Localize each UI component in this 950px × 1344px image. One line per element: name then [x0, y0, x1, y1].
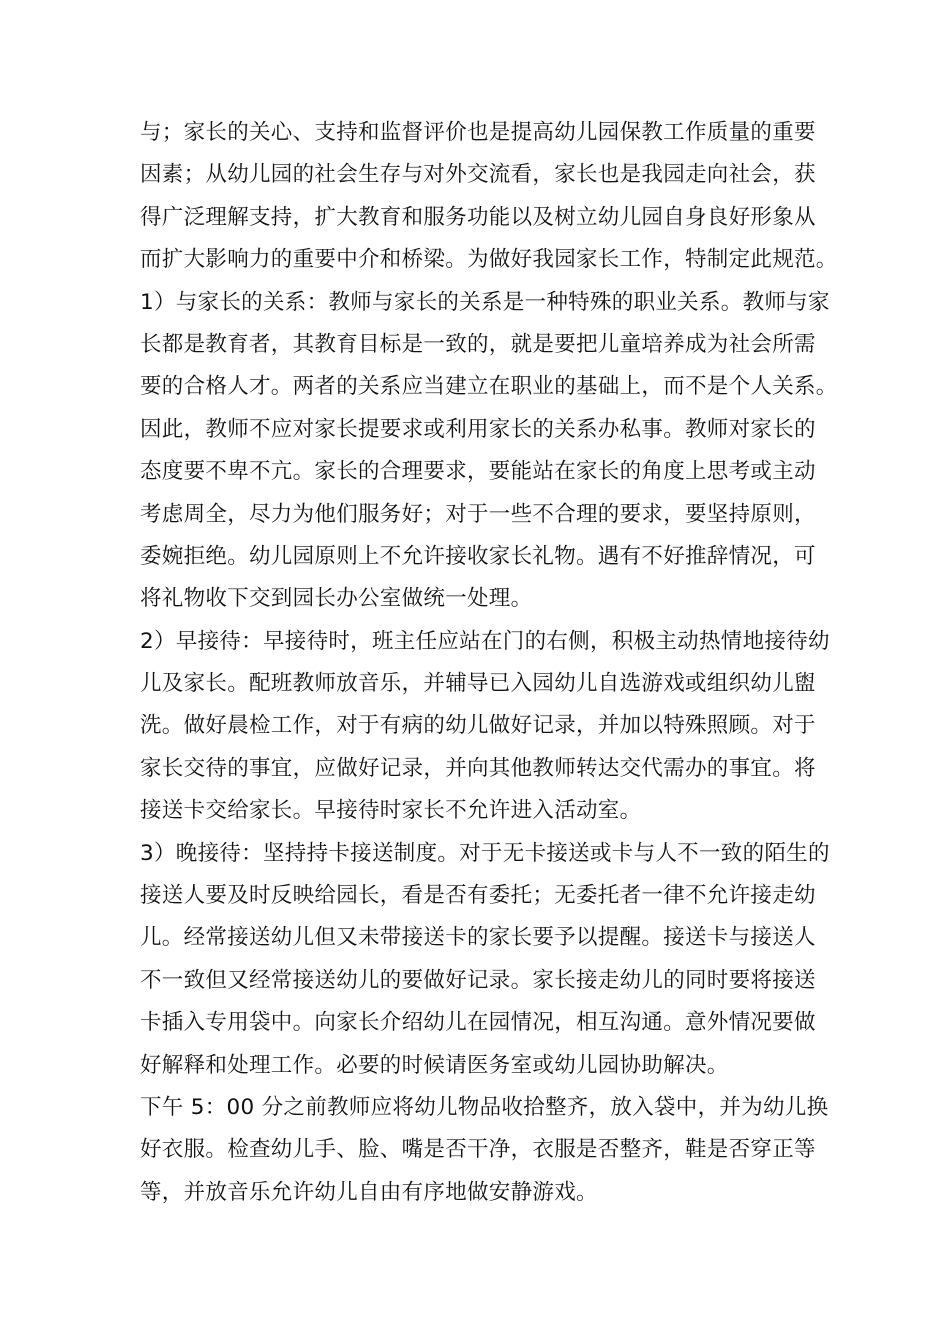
text-line: 下午 5：00 分之前教师应将幼儿物品收拾整齐，放入袋中，并为幼儿换: [140, 1094, 829, 1120]
text-line: 不一致但又经常接送幼儿的要做好记录。家长接走幼儿的同时要将接送: [140, 967, 816, 993]
text-line: 与；家长的关心、支持和监督评价也是提高幼儿园保教工作质量的重要: [140, 120, 816, 145]
text-line: 好衣服。检查幼儿手、脸、嘴是否干净，衣服是否整齐，鞋是否穿正等: [140, 1137, 816, 1163]
text-line: 态度要不卑不亢。家长的合理要求，要能站在家长的角度上思考或主动: [140, 459, 816, 485]
text-line: 洗。做好晨检工作，对于有病的幼儿做好记录，并加以特殊照顾。对于: [140, 713, 816, 739]
text-line: 卡插入专用袋中。向家长介绍幼儿在园情况，相互沟通。意外情况要做: [140, 1010, 816, 1036]
text-line: 考虑周全，尽力为他们服务好；对于一些不合理的要求，要坚持原则，: [140, 501, 816, 527]
text-line: 得广泛理解支持，扩大教育和服务功能以及树立幼儿园自身良好形象从: [140, 204, 816, 230]
text-line: 家长交待的事宜，应做好记录，并向其他教师转达交代需办的事宜。将: [140, 755, 816, 781]
text-line: 儿及家长。配班教师放音乐，并辅导已入园幼儿自选游戏或组织幼儿盥: [140, 671, 816, 697]
text-line: 接送卡交给家长。早接待时家长不允许进入活动室。: [140, 798, 642, 824]
text-line: 儿。经常接送幼儿但又未带接送卡的家长要予以提醒。接送卡与接送人: [140, 925, 816, 951]
text-line: 长都是教育者，其教育目标是一致的，就是要把儿童培养成为社会所需: [140, 331, 816, 357]
text-line: 1）与家长的关系：教师与家长的关系是一种特殊的职业关系。教师与家: [140, 289, 830, 315]
text-line: 等，并放音乐允许幼儿自由有序地做安静游戏。: [140, 1179, 598, 1205]
text-line: 将礼物收下交到园长办公室做统一处理。: [140, 586, 533, 612]
document-body: [140, 112, 860, 1214]
text-line: 2）早接待：早接待时，班主任应站在门的右侧，积极主动热情地接待幼: [140, 628, 830, 654]
text-line: 而扩大影响力的重要中介和桥梁。为做好我园家长工作，特制定此规范。: [140, 247, 838, 273]
text-line: 因素；从幼儿园的社会生存与对外交流看，家长也是我园走向社会，获: [140, 162, 816, 188]
text-line: 委婉拒绝。幼儿园原则上不允许接收家长礼物。遇有不好推辞情况，可: [140, 543, 816, 569]
text-line: 好解释和处理工作。必要的时候请医务室或幼儿园协助解决。: [140, 1052, 729, 1078]
text-line: 接送人要及时反映给园长，看是否有委托；无委托者一律不允许接走幼: [140, 883, 816, 909]
text-line: 3）晚接待：坚持持卡接送制度。对于无卡接送或卡与人不一致的陌生的: [140, 840, 830, 866]
text-line: 因此，教师不应对家长提要求或利用家长的关系办私事。教师对家长的: [140, 416, 816, 442]
text-line: 要的合格人才。两者的关系应当建立在职业的基础上，而不是个人关系。: [140, 374, 838, 400]
